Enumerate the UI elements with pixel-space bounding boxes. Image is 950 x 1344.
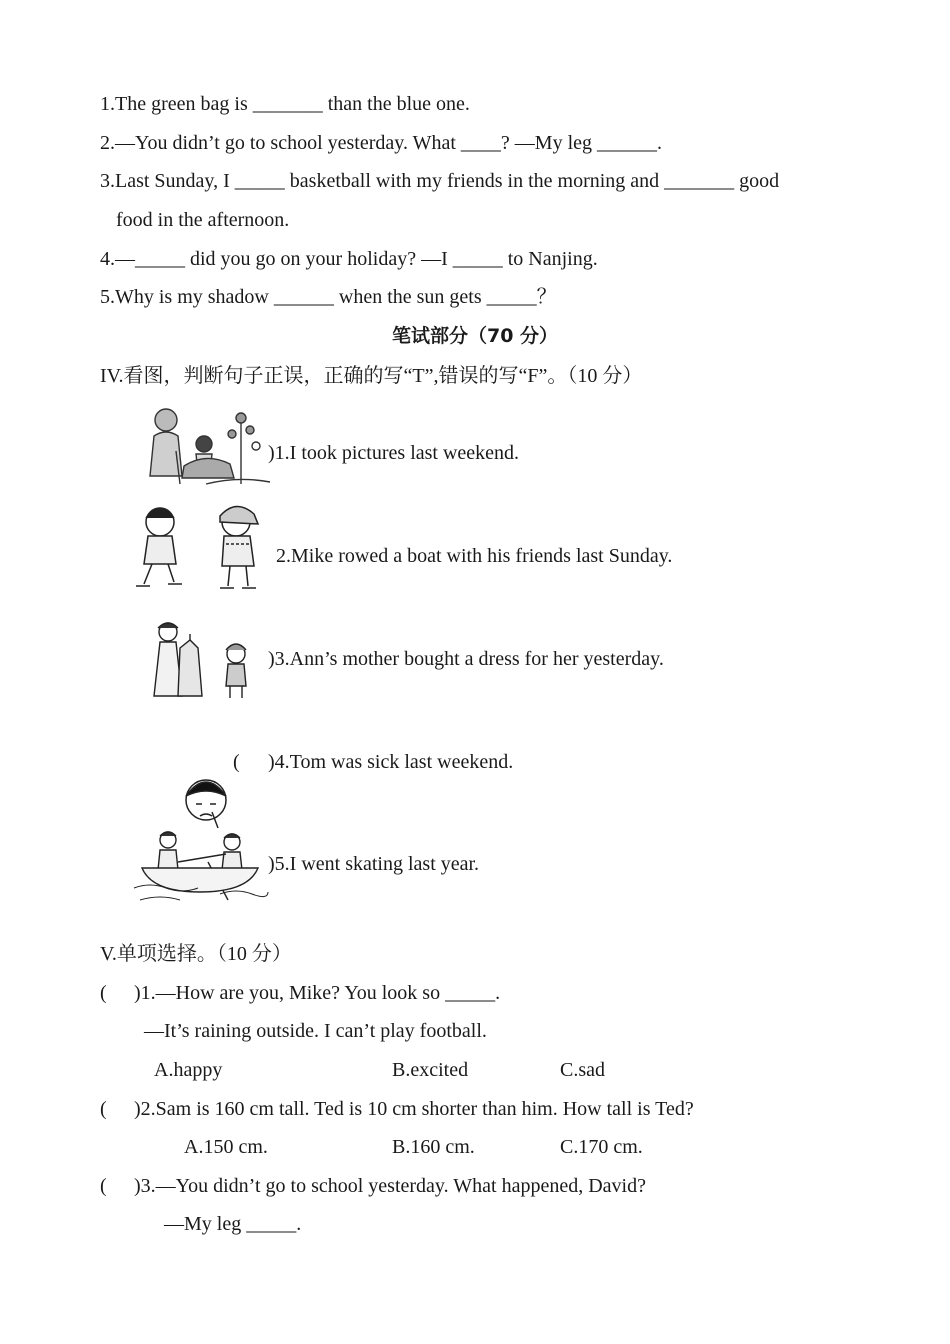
fill-q4: 4.—_____ did you go on your holiday? —I _____ to Nanjing. bbox=[100, 248, 598, 270]
mc-q2-stem: )2.Sam is 160 cm tall. Ted is 10 cm shorter than him. How tall is Ted? bbox=[134, 1098, 694, 1120]
mc-q1-option-a[interactable]: A.happy bbox=[154, 1059, 223, 1081]
mc-q2-option-b[interactable]: B.160 cm. bbox=[392, 1136, 475, 1158]
mother-with-dress-picture bbox=[150, 620, 250, 700]
fill-q1: 1.The green bag is _______ than the blue one. bbox=[100, 93, 470, 115]
mc-paren-2[interactable]: ( bbox=[100, 1098, 107, 1120]
tf-paren-4[interactable]: ( bbox=[233, 751, 240, 773]
tf-item-5: )5.I went skating last year. bbox=[268, 853, 480, 875]
fill-q5: 5.Why is my shadow ______ when the sun gets _____？ bbox=[100, 286, 557, 308]
mc-q1-stem2: —It’s raining outside. I can’t play football. bbox=[144, 1020, 487, 1042]
fill-q2: 2.—You didn’t go to school yesterday. What ____? —My leg ______. bbox=[100, 132, 663, 154]
mc-paren-3[interactable]: ( bbox=[100, 1175, 107, 1197]
mc-q1-stem: )1.—How are you, Mike? You look so _____. bbox=[134, 982, 501, 1004]
sick-boy-picture bbox=[178, 774, 234, 830]
tf-item-3: )3.Ann’s mother bought a dress for her yesterday. bbox=[268, 648, 664, 670]
fill-q3a: 3.Last Sunday, I _____ basketball with my friends in the morning and _______ good bbox=[100, 170, 780, 192]
mc-q1-option-b[interactable]: B.excited bbox=[392, 1059, 469, 1081]
mc-paren-1[interactable]: ( bbox=[100, 982, 107, 1004]
fill-q3b: food in the afternoon. bbox=[116, 209, 290, 231]
boat-rowing-picture bbox=[130, 826, 270, 906]
mc-q2-option-c[interactable]: C.170 cm. bbox=[560, 1136, 643, 1158]
grandma-and-child-picture bbox=[146, 406, 271, 486]
tf-item-1: )1.I took pictures last weekend. bbox=[268, 442, 520, 464]
two-girls-skating-picture bbox=[130, 500, 280, 592]
tf-item-4: )4.Tom was sick last weekend. bbox=[268, 751, 514, 773]
mc-q3-stem: )3.—You didn’t go to school yesterday. What happened, David? bbox=[134, 1175, 646, 1197]
section5-title: V.单项选择。（10 分） bbox=[100, 943, 292, 965]
written-heading: 笔试部分（70 分） bbox=[391, 325, 559, 347]
section4-title: IV.看图，判断句子正误，正确的写“T”,错误的写“F”。（10 分） bbox=[100, 365, 643, 387]
mc-q1-option-c[interactable]: C.sad bbox=[560, 1059, 605, 1081]
mc-q2-option-a[interactable]: A.150 cm. bbox=[184, 1136, 268, 1158]
tf-item-2: 2.Mike rowed a boat with his friends last Sunday. bbox=[276, 545, 673, 567]
mc-q3-stem2: —My leg _____. bbox=[164, 1213, 302, 1235]
